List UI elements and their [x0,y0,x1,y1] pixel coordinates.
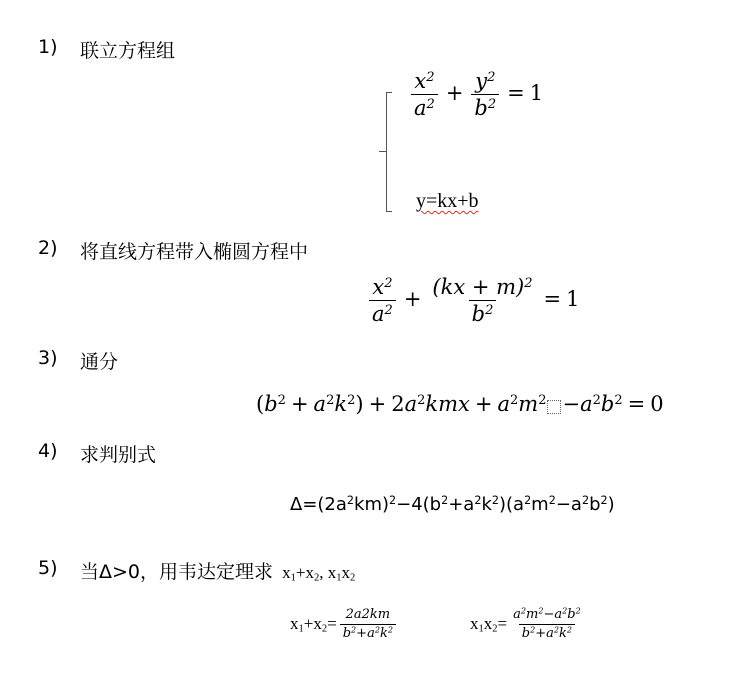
vieta-sum: $x_1+x_2=$ $\frac{2a2km}{b^2+a^2k^2}$ [290,608,399,640]
step-5-number: 5) [38,557,58,579]
substituted-equation: $\frac{x^2}{a^2}$ + $\frac{(kx + m)^2}{b^2}$ = 1 [366,276,580,325]
step-3-text: 通分 [80,351,119,373]
step-3-number: 3) [38,347,58,369]
vieta-sum-fraction: $\frac{2a2km}{b^2+a^2k^2}$ [340,608,396,640]
line-equation: y=kx+b [416,190,479,212]
step-4-text: 求判别式 [80,444,157,466]
step-4-number: 4) [38,440,58,462]
vieta-targets: $x_1+x_2$, $x_1x_2$ [282,563,356,584]
vieta-product: $x_1x_2=$ $\frac{a^2m^2-a^2b^2}{b^2+a^2k^2}$ [470,608,587,640]
step-1-number: 1) [38,36,58,58]
discriminant-equation: $\Delta=(2a^2km)^2-4(b^2+a^2k^2)(a^2m^2-a^2b^2)$ [290,493,615,515]
fraction-x2-a2: $\frac{x^2}{a^2}$ [411,70,438,119]
vieta-product-fraction: $\frac{a^2m^2-a^2b^2}{b^2+a^2k^2}$ [513,606,581,641]
common-denominator-equation: $(b^2 + a^2k^2) + 2a^2kmx + a^2m^2 -a^2b^2 = 0$ [256,392,664,416]
fraction-y2-b2: $\frac{y^2}{b^2}$ [471,70,499,119]
placeholder-box [547,400,561,414]
step-5-text: 当Δ>0，用韦达定理求 [80,561,274,583]
ellipse-equation: $\frac{x^2}{a^2}$ + $\frac{y^2}{b^2}$ = 1 [408,70,543,119]
step-5-line [80,557,355,584]
step-1-text: 联立方程组 [80,40,176,62]
step-2-text: 将直线方程带入椭圆方程中 [80,241,309,263]
step-2-number: 2) [38,237,58,259]
